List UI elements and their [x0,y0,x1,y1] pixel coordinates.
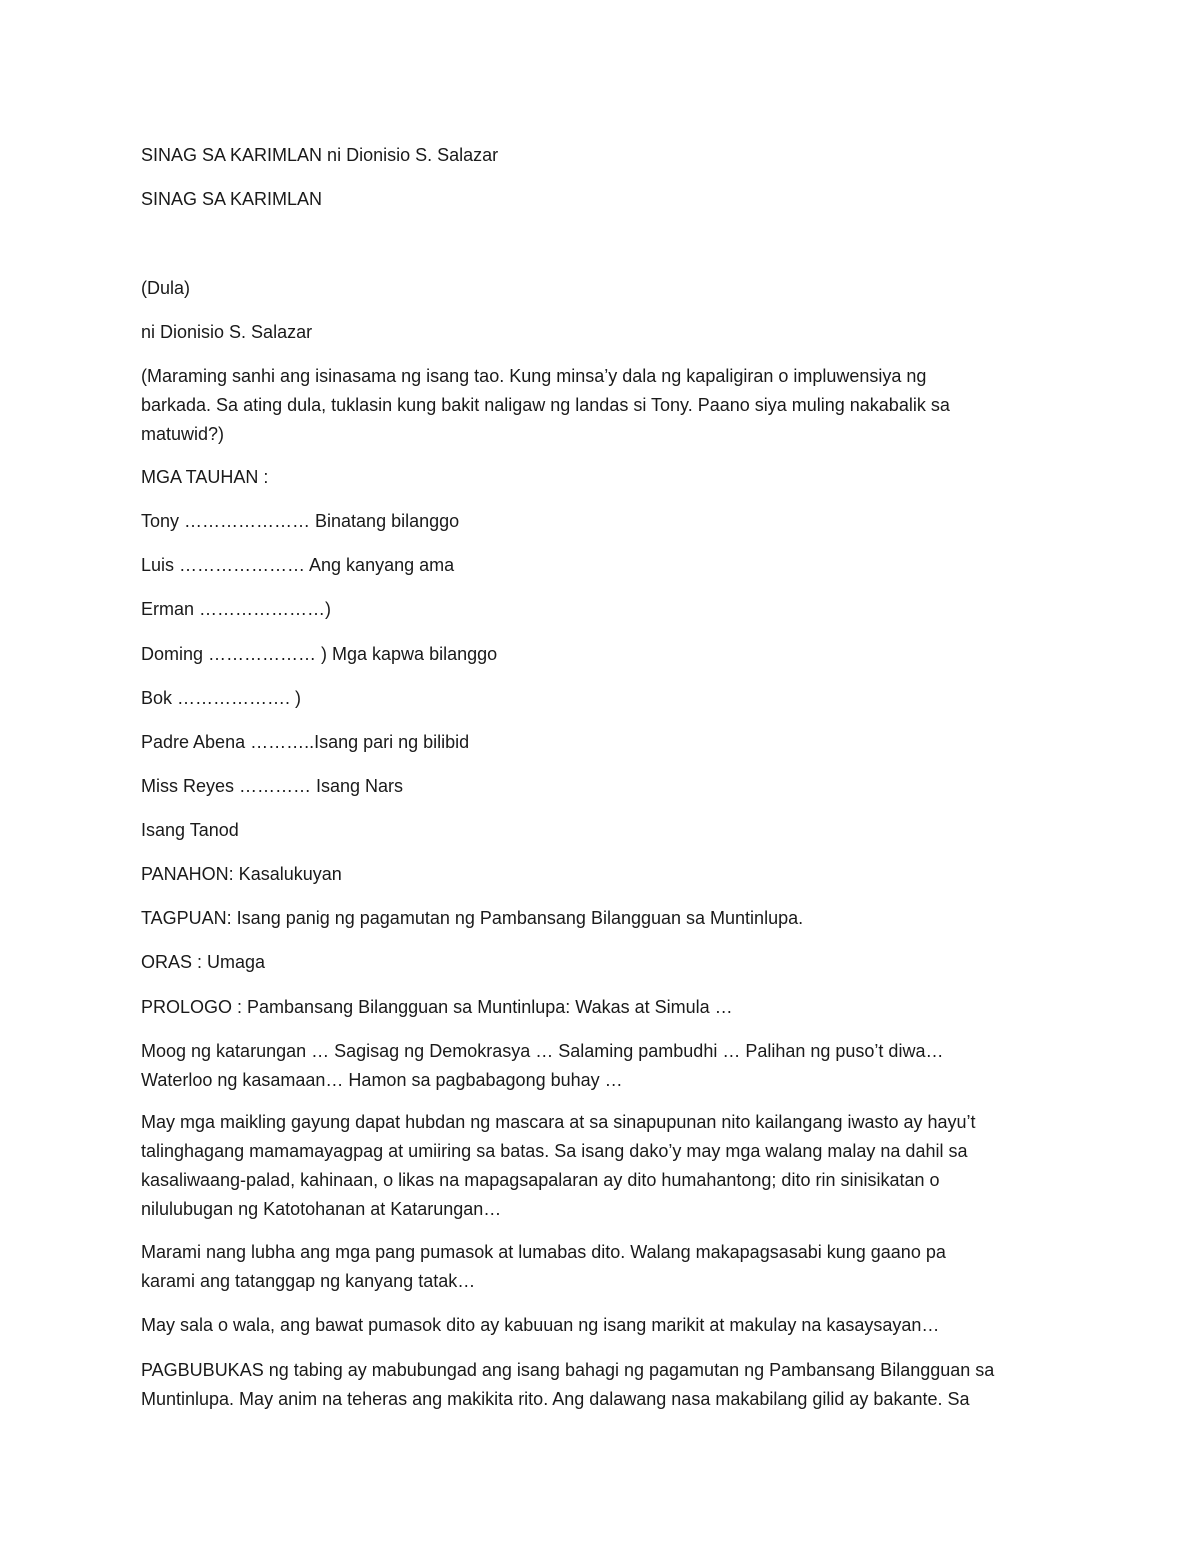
text-line: Moog ng katarungan … Sagisag ng Demokrasya … Salaming pambudhi … Palihan ng puso’t diwa… [141,1041,944,1061]
characters-heading [141,463,1061,492]
text-line: Doming ……………… ) Mga kapwa bilanggo [141,644,498,664]
introduction-paragraph [141,362,1061,449]
text-line: matuwid?) [141,424,225,444]
setting-time [141,860,1061,889]
character-entry [141,507,1061,536]
character-entry [141,640,1061,669]
text-line: Miss Reyes ………… Isang Nars [141,776,404,796]
text-line: (Dula) [141,278,191,298]
text-line: ni Dionisio S. Salazar [141,322,313,342]
text-line: karami ang tatanggap ng kanyang tatak… [141,1271,476,1291]
text-line: Luis ………………… Ang kanyang ama [141,555,455,575]
body-paragraph [141,1311,1061,1340]
text-line: Waterloo ng kasamaan… Hamon sa pagbabagong buhay … [141,1070,623,1090]
setting-hour [141,948,1061,977]
text-line: May mga maikling gayung dapat hubdan ng mascara at sa sinapupunan nito kailangang iwasto ay hayu’t [141,1112,976,1132]
text-line: TAGPUAN: Isang panig ng pagamutan ng Pambansang Bilangguan sa Muntinlupa. [141,908,804,928]
character-entry [141,595,1061,624]
text-line: ORAS : Umaga [141,952,266,972]
character-entry [141,816,1061,845]
text-line: MGA TAUHAN : [141,467,269,487]
text-line: talinghagang mamamayagpag at umiiring sa batas. Sa isang dako’y may mga walang malay na dahil sa [141,1141,968,1161]
text-line: Bok ………………. ) [141,688,302,708]
text-line: kasaliwaang-palad, kahinaan, o likas na mapagsapalaran ay dito humahantong; dito rin sinisikatan o [141,1170,940,1190]
character-entry [141,772,1061,801]
text-line: May sala o wala, ang bawat pumasok dito ay kabuuan ng isang marikit at makulay na kasaysayan… [141,1315,940,1335]
text-line: SINAG SA KARIMLAN ni Dionisio S. Salazar [141,145,499,165]
text-line: barkada. Sa ating dula, tuklasin kung bakit naligaw ng landas si Tony. Paano siya muling nakabalik sa [141,395,950,415]
text-line: PROLOGO : Pambansang Bilangguan sa Muntinlupa: Wakas at Simula … [141,997,733,1017]
genre-label [141,274,1061,303]
document-title [141,141,1061,170]
text-line: Padre Abena ………..Isang pari ng bilibid [141,732,470,752]
text-line: SINAG SA KARIMLAN [141,189,323,209]
text-line: Muntinlupa. May anim na teheras ang makikita rito. Ang dalawang nasa makabilang gilid ay bakante. Sa [141,1389,970,1409]
character-entry [141,728,1061,757]
setting-place [141,904,1061,933]
body-paragraph [141,1238,1061,1296]
body-paragraph [141,1108,1061,1224]
text-line: Tony ………………… Binatang bilanggo [141,511,460,531]
text-line: Erman …………………) [141,599,332,619]
body-paragraph [141,1037,1061,1095]
text-line: PANAHON: Kasalukuyan [141,864,342,884]
prologue-heading [141,993,1061,1022]
author-line [141,318,1061,347]
text-line: Isang Tanod [141,820,239,840]
character-entry [141,551,1061,580]
body-paragraph [141,1356,1061,1414]
text-line: (Maraming sanhi ang isinasama ng isang tao. Kung minsa’y dala ng kapaligiran o impluwensiya ng [141,366,927,386]
text-line: nilulubugan ng Katotohanan at Katarungan… [141,1199,502,1219]
play-title [141,185,1061,214]
text-line: PAGBUBUKAS ng tabing ay mabubungad ang isang bahagi ng pagamutan ng Pambansang Bilangguan sa [141,1360,995,1380]
character-entry [141,684,1061,713]
text-line: Marami nang lubha ang mga pang pumasok at lumabas dito. Walang makapagsasabi kung gaano pa [141,1242,946,1262]
